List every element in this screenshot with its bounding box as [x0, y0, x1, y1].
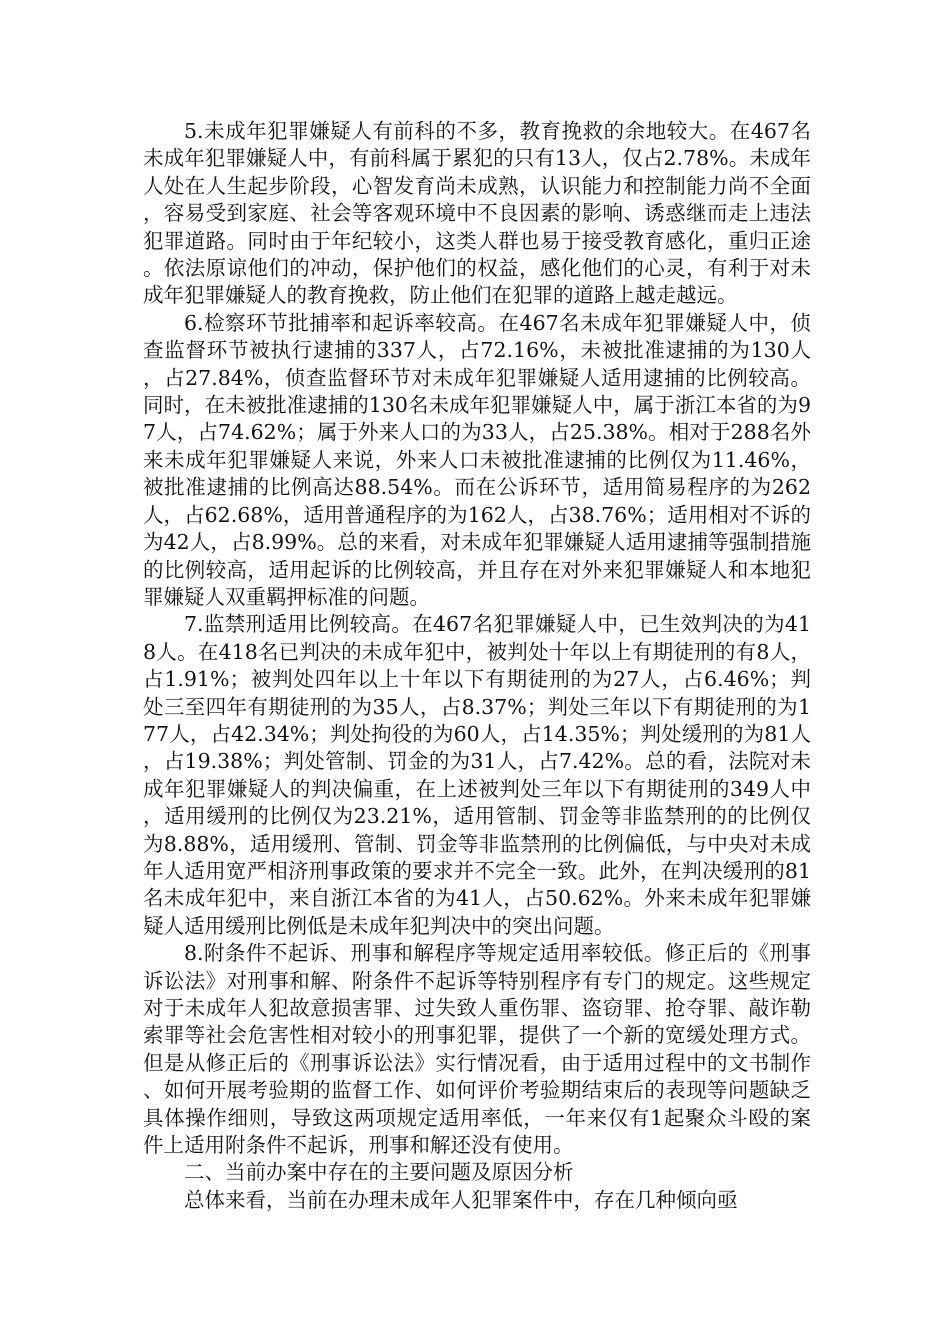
- paragraph-6-arrest-prosecution-rates: 6.检察环节批捕率和起诉率较高。在467名未成年犯罪嫌疑人中，侦查监督环节被执行逮捕的337人，占72.16%，未被批准逮捕的为130人，占27.84%，侦查监督环节对未成年犯罪嫌疑人适用逮捕的比例较高。同时，在未被批准逮捕的130名未成年犯罪嫌疑人中，属于浙江本省的为97人，占74.62%；属于外来人口的为33人，占25.38%。相对于288名外来未成年犯罪嫌疑人来说，外来人口未被批准逮捕的比例仅为11.46%，被批准逮捕的比例高达88.54%。而在公诉环节，适用简易程序的为262人，占62.68%，适用普通程序的为162人，占38.76%；适用相对不诉的为42人，占8.99%。总的来看，对未成年犯罪嫌疑人适用逮捕等强制措施的比例较高，适用起诉的比例较高，并且存在对外来犯罪嫌疑人和本地犯罪嫌疑人双重羁押标准的问题。: [143, 310, 811, 609]
- paragraph-5-prior-records: 5.未成年犯罪嫌疑人有前科的不多，教育挽救的余地较大。在467名未成年犯罪嫌疑人中，有前科属于累犯的只有13人，仅占2.78%。未成年人处在人生起步阶段，心智发育尚未成熟，认识能力和控制能力尚不全面，容易受到家庭、社会等客观环境中不良因素的影响、诱惑继而走上违法犯罪道路。同时由于年纪较小，这类人群也易于接受教育感化，重归正途。依法原谅他们的冲动，保护他们的权益，感化他们的心灵，有利于对未成年犯罪嫌疑人的教育挽救，防止他们在犯罪的道路上越走越远。: [143, 119, 811, 308]
- paragraph-overview: 总体来看，当前在办理未成年人犯罪案件中，存在几种倾向亟: [184, 1187, 738, 1212]
- paragraph-7-custodial-sentences: 7.监禁刑适用比例较高。在467名犯罪嫌疑人中，已生效判决的为418人。在418名已判决的未成年犯中，被判处十年以上有期徒刑的有8人，占1.91%；被判处四年以上十年以下有期徒刑的为27人，占6.46%；判处三至四年有期徒刑的为35人，占8.37%；判处三年以下有期徒刑的为177人，占42.34%；判处拘役的为60人，占14.35%；判处缓刑的为81人，占19.38%；判处管制、罚金的为31人，占7.42%。总的看，法院对未成年犯罪嫌疑人的判决偏重，在上述被判处三年以下有期徒刑的349人中，适用缓刑的比例仅为23.21%，适用管制、罚金等非监禁刑的的比例仅为8.88%，适用缓刑、管制、罚金等非监禁刑的比例偏低，与中央对未成年人适用宽严相济刑事政策的要求并不完全一致。此外，在判决缓刑的81名未成年犯中，来自浙江本省的为41人，占50.62%。外来未成年犯罪嫌疑人适用缓刑比例低是未成年犯判决中的突出问题。: [143, 612, 811, 938]
- paragraph-8-conditional-non-prosecution: 8.附条件不起诉、刑事和解程序等规定适用率较低。修正后的《刑事诉讼法》对刑事和解、附条件不起诉等特别程序有专门的规定。这些规定对于未成年人犯故意损害罪、过失致人重伤罪、盗窃罪、抢夺罪、敲诈勒索罪等社会危害性相对较小的刑事犯罪，提供了一个新的宽缓处理方式。但是从修正后的《刑事诉讼法》实行情况看，由于适用过程中的文书制作、如何开展考验期的监督工作、如何评价考验期结束后的表现等问题缺乏具体操作细则，导致这两项规定适用率低，一年来仅有1起聚众斗殴的案件上适用附条件不起诉，刑事和解还没有使用。: [143, 941, 811, 1158]
- document-body: [143, 118, 811, 1214]
- section-heading-problems-analysis: 二、当前办案中存在的主要问题及原因分析: [184, 1160, 574, 1185]
